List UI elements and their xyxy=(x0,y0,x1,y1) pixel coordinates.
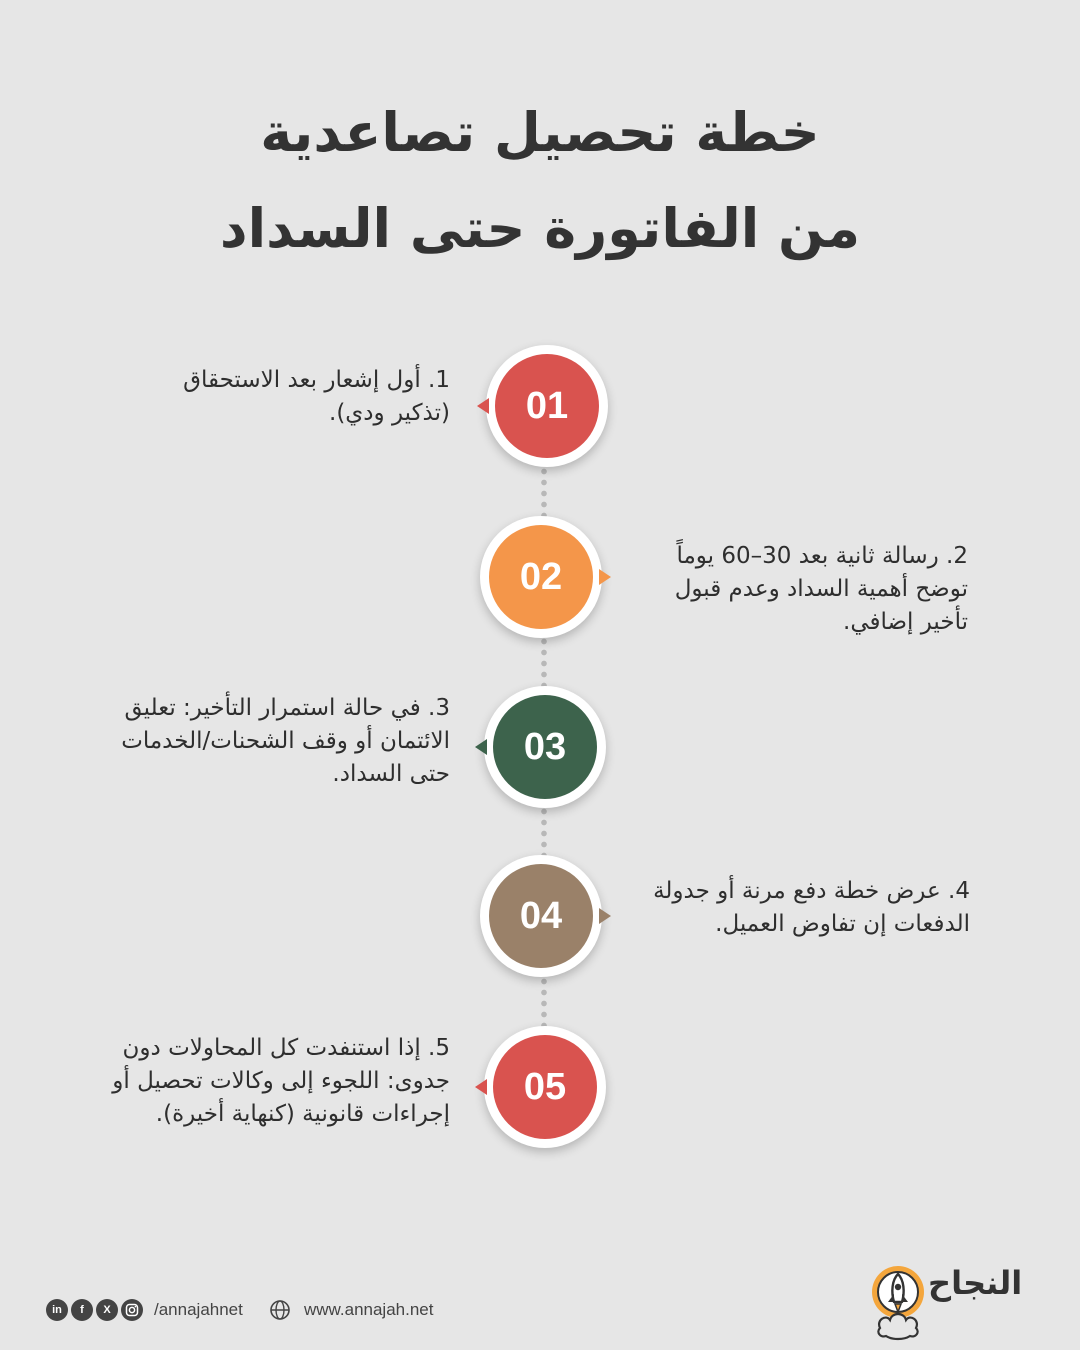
social-handle[interactable]: /annajahnet xyxy=(154,1300,243,1319)
timeline-connector xyxy=(541,466,547,522)
pointer-arrow xyxy=(477,398,489,414)
step-description-5: 5. إذا استنفدت كل المحاولات دون جدوى: اللجوء إلى وكالات تحصيل أو إجراءات قانونية (كنهاية أخيرة). xyxy=(112,1035,450,1127)
step-description-3: 3. في حالة استمرار التأخير: تعليق الائتمان أو وقف الشحنات/الخدمات حتى السداد. xyxy=(121,695,450,787)
step-circle-2 xyxy=(480,516,602,638)
step-circle-1 xyxy=(486,345,608,467)
rocket-icon xyxy=(868,1262,928,1342)
instagram-icon[interactable] xyxy=(121,1299,143,1321)
step-number-badge xyxy=(489,864,593,968)
step-number: 01 xyxy=(525,384,569,427)
step-number-badge xyxy=(495,354,599,458)
pointer-arrow xyxy=(599,569,611,585)
pointer-arrow xyxy=(599,908,611,924)
step-number: 02 xyxy=(519,555,563,598)
step-circle-3 xyxy=(484,686,606,808)
brand-logo xyxy=(868,1262,1023,1342)
title-line-2: من الفاتورة حتى السداد xyxy=(219,197,861,260)
brand-name: النجاح xyxy=(928,1264,1023,1302)
pointer-arrow xyxy=(475,739,487,755)
globe-icon xyxy=(270,1300,290,1320)
x-icon[interactable]: X xyxy=(96,1299,118,1321)
step-description-4: 4. عرض خطة دفع مرنة أو جدولة الدفعات إن تفاوض العميل. xyxy=(653,878,970,937)
page-title xyxy=(0,85,1080,277)
linkedin-icon[interactable]: in xyxy=(46,1299,68,1321)
title-line-1: خطة تحصيل تصاعدية xyxy=(260,101,820,164)
timeline-connector xyxy=(541,806,547,862)
step-circle-5 xyxy=(484,1026,606,1148)
facebook-icon[interactable]: f xyxy=(71,1299,93,1321)
step-number: 03 xyxy=(523,725,567,768)
step-description-2: 2. رسالة ثانية بعد 30–60 يوماً توضح أهمية السداد وعدم قبول تأخير إضافي. xyxy=(674,543,968,635)
pointer-arrow xyxy=(475,1079,487,1095)
footer-social xyxy=(46,1298,243,1322)
footer-website xyxy=(270,1298,433,1322)
step-description-1: 1. أول إشعار بعد الاستحقاق (تذكير ودي). xyxy=(183,367,450,426)
step-number-badge xyxy=(489,525,593,629)
website-link[interactable]: www.annajah.net xyxy=(304,1300,434,1319)
step-number-badge xyxy=(493,695,597,799)
timeline-connector xyxy=(541,636,547,692)
timeline-connector xyxy=(541,976,547,1032)
step-number: 04 xyxy=(519,894,563,937)
step-number-badge xyxy=(493,1035,597,1139)
step-circle-4 xyxy=(480,855,602,977)
step-number: 05 xyxy=(523,1065,567,1108)
